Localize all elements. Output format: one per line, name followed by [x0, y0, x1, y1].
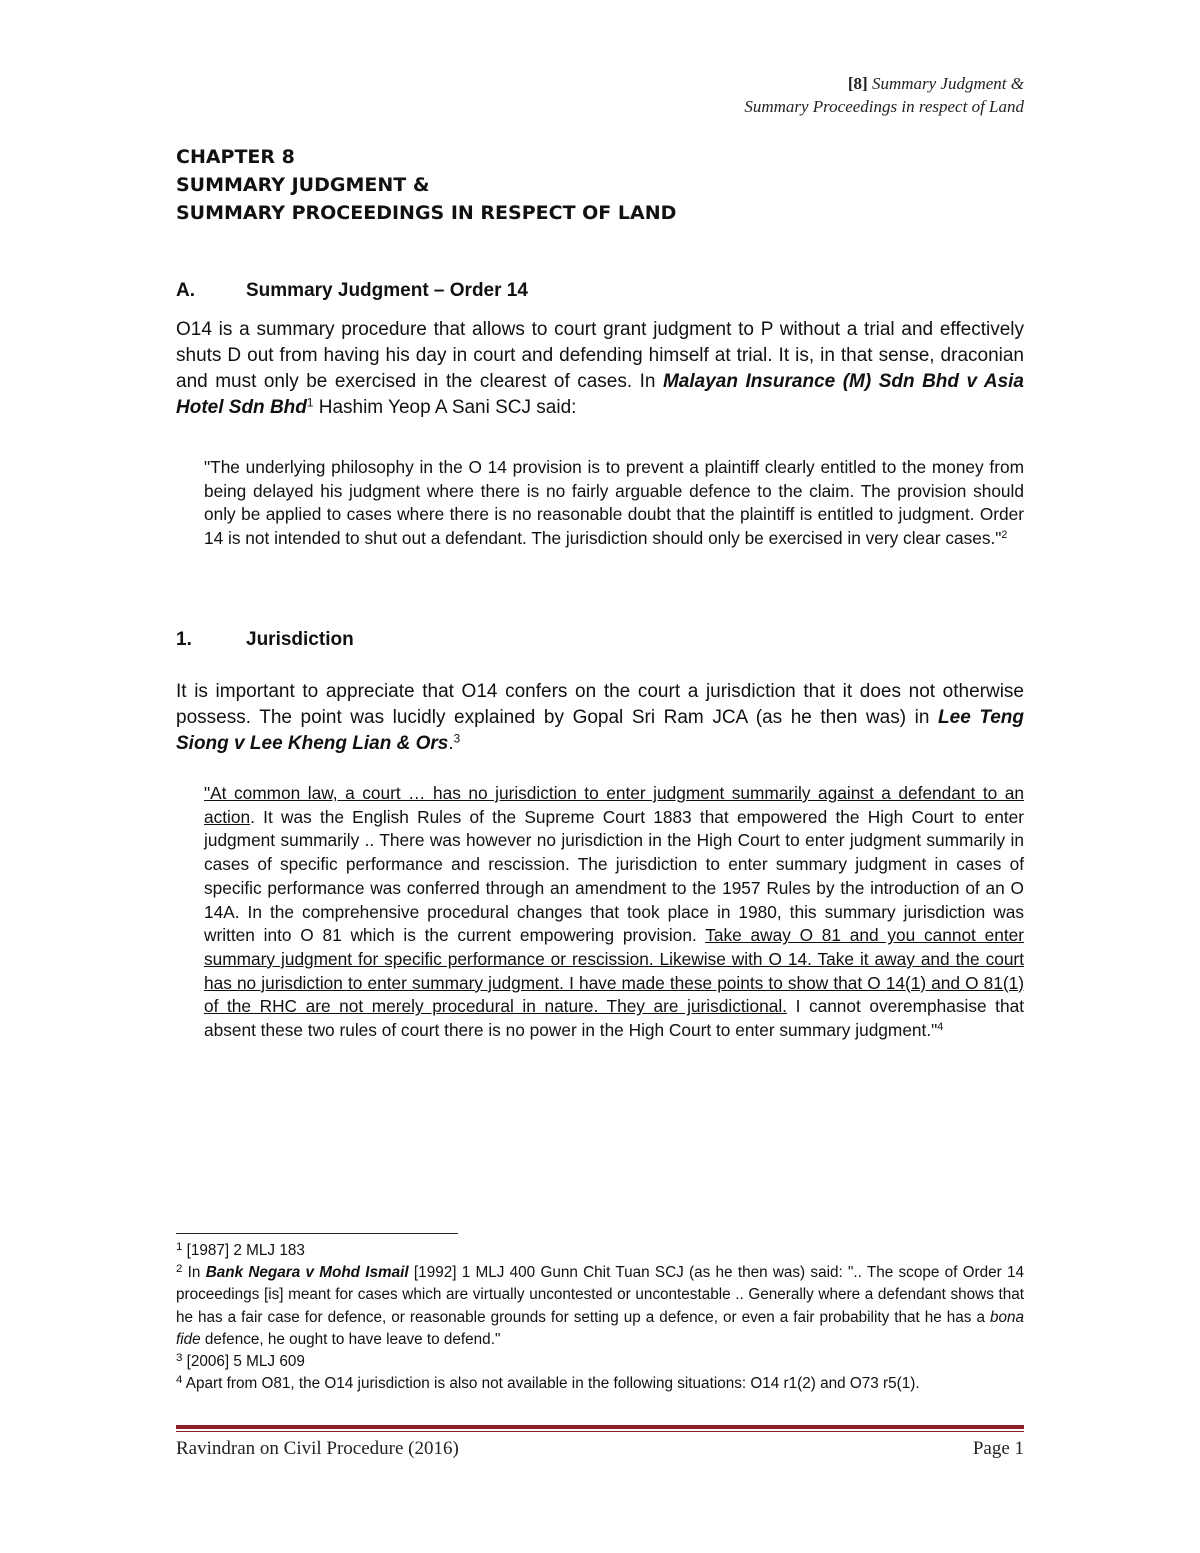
intro-paragraph: [176, 317, 1024, 421]
footnote-number: 4: [176, 1374, 183, 1387]
quote-text: "The underlying philosophy in the O 14 provision is to prevent a plaintiff clearly entitled to the money from being delayed his judgment where there is no fairly arguable defence to the claim. The provision should only be applied to cases where there is no reasonable doubt that the plaintiff is entitled to judgment. Order 14 is not intended to shut out a defendant. The jurisdiction should only be exercised in very clear cases.": [204, 457, 1024, 549]
footnote-number: 1: [176, 1240, 183, 1253]
footnote-4: [176, 1373, 1024, 1395]
footnote-text: Apart from O81, the O14 jurisdiction is also not available in the following situations: O14 r1(2) and O73 r5(1).: [182, 1375, 920, 1393]
case-citation: Lee Teng Siong v Lee Kheng Lian & Ors: [176, 707, 1025, 754]
section-1-title: Jurisdiction: [246, 629, 354, 650]
case-citation: Malayan Insurance (M) Sdn Bhd v Asia Hotel Sdn Bhd: [176, 371, 1024, 418]
footnote-text: [1992] 1 MLJ 400 Gunn Chit Tuan SCJ (as he then was) said: ".. The scope of Order 14 proceedings [is] meant for cases which are virtually uncontested or uncontestable .. Generally where a defendant shows that he has a fair case for defence, or reasonable grounds for setting up a defence, or even a fair probability that he has a: [176, 1264, 1025, 1326]
footnotes: [176, 1240, 1024, 1395]
footnote-ref-4[interactable]: 4: [937, 1021, 944, 1034]
chapter-heading: [176, 143, 676, 227]
footnote-number: 3: [176, 1351, 183, 1364]
section-a-heading: [176, 278, 528, 304]
header-chapter-number: [8]: [847, 74, 868, 93]
chapter-title-line1: SUMMARY JUDGMENT &: [176, 174, 430, 196]
footnote-ref-3[interactable]: 3: [453, 732, 461, 746]
footnote-text: In: [182, 1264, 206, 1282]
footnote-separator: [176, 1233, 458, 1234]
jurisdiction-text: It is important to appreciate that O14 confers on the court a jurisdiction that it does not otherwise possess. The point was lucidly explained by Gopal Sri Ram JCA (as he then was) in: [176, 681, 1024, 728]
chapter-number: CHAPTER 8: [176, 146, 295, 168]
footnote-2: [176, 1262, 1024, 1351]
footnote-text: defence, he ought to have leave to defend.": [200, 1330, 501, 1348]
quote-text: I cannot overemphasise that absent these two rules of court there is no power in the High Court to enter summary judgment.": [204, 996, 1024, 1041]
quote-underlined-text: "At common law, a court … has no jurisdiction to enter judgment summarily against a defendant to an action: [204, 783, 1024, 827]
section-1-label: 1.: [176, 629, 192, 650]
jurisdiction-paragraph: [176, 679, 1024, 757]
section-1-heading: [176, 627, 354, 653]
running-header: [744, 72, 1024, 118]
chapter-title-line2: SUMMARY PROCEEDINGS IN RESPECT OF LAND: [176, 202, 677, 224]
footnote-number: 2: [176, 1263, 183, 1276]
page-number: Page 1: [972, 1438, 1024, 1459]
intro-text-end: Hashim Yeop A Sani SCJ said:: [313, 397, 577, 418]
header-title-line1: Summary Judgment &: [871, 74, 1024, 93]
header-title-line2: Summary Proceedings in respect of Land: [744, 97, 1024, 116]
section-a-title: Summary Judgment – Order 14: [246, 280, 528, 301]
section-a-label: A.: [176, 280, 195, 301]
footnote-ref-2[interactable]: 2: [1001, 529, 1008, 542]
footnote-ref-1[interactable]: 1: [306, 396, 314, 410]
jurisdiction-text-end: .: [448, 733, 454, 754]
footnote-text: [2006] 5 MLJ 609: [182, 1353, 305, 1371]
case-citation: Bank Negara v Mohd Ismail: [205, 1264, 409, 1282]
quote-text: . It was the English Rules of the Supreme Court 1883 that empowered the High Court to enter judgment summarily .. There was however no jurisdiction in the High Court to enter judgment summarily in cases of specific performance and rescission. The jurisdiction to enter summary judgment in cases of specific performance was conferred through an amendment to the 1957 Rules by the introduction of an O 14A. In the comprehensive procedural changes that took place in 1980, this summary jurisdiction was written into O 81 which is the current empowering provision.: [204, 806, 1024, 946]
footer-rule-thin: [176, 1431, 1024, 1432]
quote-block-2: [204, 782, 1024, 1043]
intro-text: O14 is a summary procedure that allows to court grant judgment to P without a trial and effectively shuts D out from having his day in court and defending himself at trial. It is, in that sense, draconian and must only be exercised in the clearest of cases. In: [176, 319, 1024, 392]
footnote-3: [176, 1351, 1024, 1373]
footnote-italic-text: bona fide: [176, 1308, 1024, 1348]
footer-rule-thick: [176, 1425, 1024, 1429]
footer-book-title: Ravindran on Civil Procedure (2016): [176, 1438, 459, 1459]
footnote-1: [176, 1240, 1024, 1262]
quote-block-1: [204, 456, 1024, 551]
quote-underlined-text: Take away O 81 and you cannot enter summary judgment for specific performance or rescission. Likewise with O 14. Take it away and the court has no jurisdiction to enter summary judgment. I have made these points to show that O 14(1) and O 81(1) of the RHC are not merely procedural in nature. They are jurisdictional.: [204, 925, 1024, 1017]
footnote-text: [1987] 2 MLJ 183: [182, 1242, 305, 1259]
